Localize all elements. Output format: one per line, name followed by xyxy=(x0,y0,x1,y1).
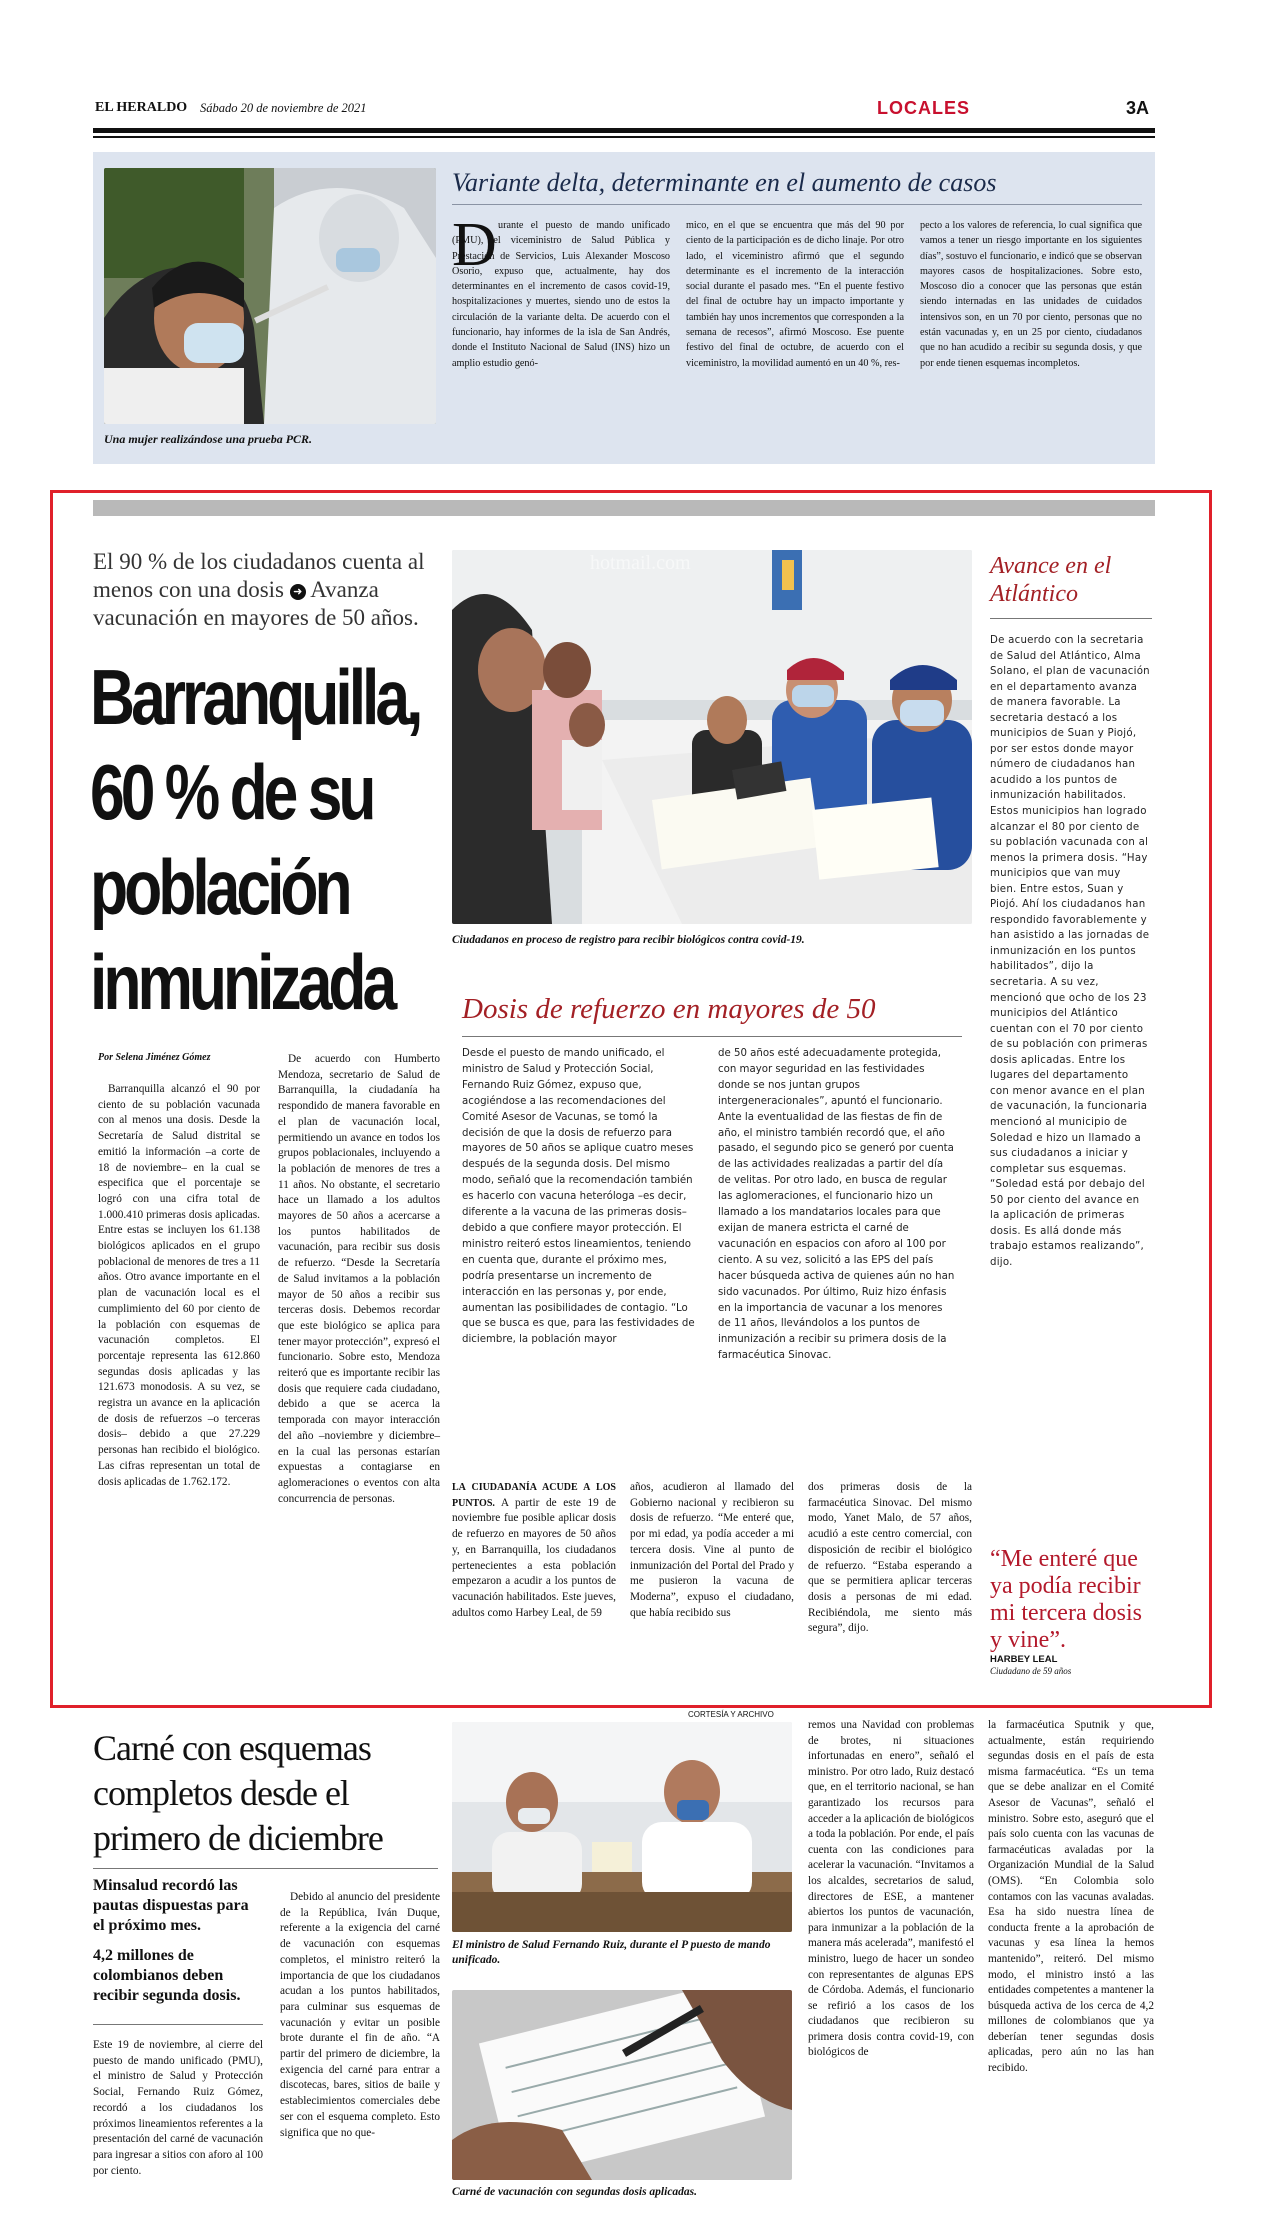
bottom-rule-1 xyxy=(93,1868,438,1869)
main-col2: De acuerdo con Humberto Mendoza, secretario de Salud de Barranquilla, la ciudadanía ha respondido de manera favorable en el plan de vacunación local, permitiendo un avance en todos los grupos poblacionales, incluyendo a la población de menores de tres a 11 años. No obstante, el secretario hace un llamado a los adultos mayores de 50 años a acercarse a los puntos habilitados de vacunación, para recibir sus dosis de refuerzo. “Desde la Secretaría de Salud invitamos a la población mayor de 50 años a recibir sus terceras dosis. Debemos recordar que este biológico se aplica para tener mayor protección”, expresó el funcionario. Sobre esto, Mendoza reiteró que es importante recibir las dosis que requiere cada ciudadano, debido a que se acerca la temporada con mayor interacción del año –noviembre y diciembre– en la cual las personas estarían expuestas a contagiarse en aglomeraciones o eventos con alta concurrencia de personas. xyxy=(278,1053,440,1505)
side-article-text: De acuerdo con la secretaria de Salud del Atlántico, Alma Solano, el plan de vacunación en el departamento avanza de manera favorable. La secretaria destacó a los municipios de Suan y Piojó, por ser estos donde mayor número de ciudadanos han acudido a los puntos de inmunización habilitados. Estos municipios han logrado alcanzar el 80 por ciento de su población vacunada con al menos la primera dosis. “Hay municipios que van muy bien. Entre estos, Suan y Piojó. Ahí los ciudadanos han respondido favorablemente y han asistido a las jornadas de inmunización en los puntos habilitados”, dijo la secretaria. A su vez, mencionó que ocho de los 23 municipios del Atlántico cuentan con el 70 por ciento de su población con primeras dosis aplicadas. Entre los lugares del departamento con menor avance en el plan de vacunación, la funcionaria mencionó al municipio de Soledad e hizo un llamado a sus ciudadanos a iniciar y completar sus esquemas. “Soledad está por debajo del 50 por ciento del avance en la aplicación de primeras dosis. Es allá donde más trabajo estamos realizando”, dijo. xyxy=(990,635,1150,1268)
photo-watermark: hotmail.com xyxy=(590,552,691,574)
registration-photo xyxy=(452,550,972,924)
byline: Por Selena Jiménez Gómez xyxy=(98,1052,211,1063)
page-number: 3A xyxy=(1126,98,1150,118)
quote-role: Ciudadano de 59 años xyxy=(990,1666,1072,1676)
pcr-test-photo xyxy=(104,168,436,424)
bottom-bullet-2: 4,2 millones de colombianos deben recibir segunda dosis. xyxy=(93,1947,241,2004)
vaccination-card-photo xyxy=(452,1990,792,2180)
main-col4: de 50 años esté adecuadamente protegida, con mayor seguridad en las festividades donde se nos juntan grupos intergeneracionales”, apuntó el funcionario. Ante la eventualidad de las fiestas de fin de año, el ministro también recordó que, el año pasado, el segundo pico se generó por cuenta de las actividades realizadas a partir del día de velitas. Por otro lado, en busca de regular las aglomeraciones, el funcionario hizo un llamado a los mandatarios locales para que exijan de manera estricta el carné de vacunación en espacios con aforo al 100 por ciento. A su vez, solicitó a las EPS del país hacer búsqueda activa de quienes aún no han sido vacunados. Por último, Ruiz hizo énfasis en la importancia de vacunar a los menores de 11 años, llevándolos a los puntos de inmunización a recibir su primera dosis de la farmacéutica Sinovac. xyxy=(718,1048,955,1362)
subheading: Dosis de refuerzo en mayores de 50 xyxy=(462,993,876,1025)
bottom-col2: Debido al anuncio del presidente de la República, Iván Duque, referente a la exigencia del carné de vacunación con esquemas completos, el ministro reiteró la importancia de que los ciudadanos acudan a los puntos habilitados, para culminar sus esquemas de vacunación y evitar un posible brote durante el fin de año. “A partir del primero de diciembre, la exigencia del carné para entrar a discotecas, bares, sitios de baile y establecimientos comerciales debe ser con el esquema completo. Esto significa que no que- xyxy=(280,1891,440,2139)
vaccination-card-caption: Carné de vacunación con segundas dosis aplicadas. xyxy=(452,2186,698,2198)
header-rule-thin xyxy=(93,136,1155,138)
photo-credit: CORTESÍA Y ARCHIVO xyxy=(688,1710,774,1719)
issue-date: Sábado 20 de noviembre de 2021 xyxy=(200,101,367,115)
top-story-col3: pecto a los valores de referencia, lo cual significa que vamos a tener un riesgo importante en los siguientes días”, sostuvo el funcionario, e indicó que se observan mayores casos de hospitalizaciones. Sobre esto, Moscoso dio a conocer que las personas que están siendo internadas en las unidades de cuidados intensivos son, en un 70 por ciento, personas que no están vacunadas y, en un 25 por ciento, ciudadanos que no han acudido a recibir su segunda dosis, y que por ende tienen esquemas incompletos. xyxy=(920,220,1142,369)
pcr-photo-caption: Una mujer realizándose una prueba PCR. xyxy=(104,432,313,446)
section-name: LOCALES xyxy=(877,98,971,118)
main-story-bar xyxy=(93,500,1155,516)
main-col7: dos primeras dosis de la farmacéutica Sinovac. Del mismo modo, Yanet Malo, de 57 años, acudió a este centro comercial, con disposición de recibir el biológico de refuerzo. “Estaba esperando a que se permitiera aplicar terceras dosis a personas de mi edad. Recibiéndola, me siento más segura”, dijo. xyxy=(808,1481,972,1635)
registration-photo-caption: Ciudadanos en proceso de registro para recibir biológicos contra covid-19. xyxy=(452,934,805,946)
side-title-rule xyxy=(990,618,1152,619)
main-headline: Barranquilla, 60 % de su población inmunizada xyxy=(90,653,420,1026)
main-col5: LA CIUDADANÍA ACUDE A LOS PUNTOS. A partir de este 19 de noviembre fue posible aplicar dosis de refuerzo en mayores de 50 años y, en Barranquilla, los ciudadanos pertenecientes a esta población empezaron a acudir a los puntos de vacunación habilitados. Este jueves, adultos como Harbey Leal, de 59 xyxy=(452,1482,616,1619)
top-title-rule xyxy=(452,204,1142,205)
lead-in: LA CIUDADANÍA ACUDE A LOS PUNTOS. xyxy=(452,1482,616,1509)
bottom-rule-2 xyxy=(93,2024,263,2025)
minister-photo-caption: El ministro de Salud Fernando Ruiz, durante el P puesto de mando unificado. xyxy=(452,1939,771,1966)
main-col1: Barranquilla alcanzó el 90 por ciento de su población vacunada con al menos una dosis. Desde la Secretaría de Salud distrital se emitió la información –a corte de 18 de noviembre– en la cual se especifica que el porcentaje se logró con una cifra total de 1.000.410 primeras dosis aplicadas. Entre estas se incluyen los 61.138 biológicos aplicados en el grupo poblacional de menores de tres a 11 años. Otro avance importante en el plan de vacunación local es el cumplimiento del 60 por ciento de la población con esquemas de vacunación completos. El porcentaje representa las 612.860 segundas dosis aplicadas y las 121.673 monodosis. A su vez, se registra un avance en la aplicación de dosis de refuerzos –o terceras dosis– debido a que 27.229 personas han recibido el biológico. Las cifras representan un total de dosis aplicadas de 1.762.172. xyxy=(98,1083,260,1488)
bottom-col1: Este 19 de noviembre, al cierre del puesto de mando unificado (PMU), el ministro de Salud y Protección Social, Fernando Ruiz Gómez, recordó a los ciudadanos los próximos lineamientos referentes a la presentación del carné de vacunación para ingresar a sitios con aforo al 100 por ciento. xyxy=(93,2039,263,2177)
arrow-circle-icon: ➜ xyxy=(290,584,306,600)
quote-name: HARBEY LEAL xyxy=(990,1654,1058,1665)
drop-cap: D xyxy=(452,211,497,279)
pull-quote: “Me enteré que ya podía recibir mi tercera dosis y vine”. xyxy=(990,1546,1142,1653)
bottom-headline: Carné con esquemas completos desde el primero de diciembre xyxy=(93,1728,383,1858)
minister-photo xyxy=(452,1722,792,1932)
main-col6: años, acudieron al llamado del Gobierno nacional y recibieron su dosis de refuerzo. “Me enteré que, por mi edad, ya podía acceder a mi tercera dosis. Vine al punto de inmunización del Portal del Prado y me pusieron la vacuna de Moderna”, expuso el ciudadano, que había recibido sus xyxy=(630,1481,794,1619)
top-story-col2: mico, en el que se encuentra que más del 90 por ciento de la participación es de dicho linaje. Por otro lado, el viceministro afirmó que el segundo determinante es el incremento de la interacción social durante el pasado mes. “En el puente festivo del final de octubre hay un impacto importante y también hay unos incrementos que corresponden a la semana de recesos”, afirmó Moscoso. Ese puente festivo del final de octubre, de acuerdo con el viceministro, la movilidad aumentó en un 40 %, res- xyxy=(686,220,904,369)
top-story-col1: urante el puesto de mando unificado (PMU), el viceministro de Salud Pública y Prestación de Servicios, Luis Alexander Moscoso Osorio, expuso que, actualmente, hay dos determinantes en el incremento de casos covid-19, hospitalizaciones y muertes, siendo uno de estos la circulación de la variante delta. De acuerdo con el funcionario, hay informes de la isla de San Andrés, donde el Instituto Nacional de Salud (INS) hizo un amplio estudio genó- xyxy=(452,220,670,369)
main-kicker: El 90 % de los ciudadanos cuenta al menos con una dosis ➜ Avanza vacunación en mayores de 50 años. xyxy=(93,549,425,630)
main-col3: Desde el puesto de mando unificado, el ministro de Salud y Protección Social, Fernando Ruiz Gómez, expuso que, acogiéndose a las recomendaciones del Comité Asesor de Vacunas, se tomó la decisión de que la dosis de refuerzo para mayores de 50 años se aplique cuatro meses después de la segunda dosis. Del mismo modo, señaló que la recomendación también es hacerlo con vacuna heteróloga –es decir, diferente a la vacuna de las primeras dosis– debido a que confiere mayor protección. El ministro reiteró estos lineamientos, teniendo en cuenta que, durante el próximo mes, podría presentarse un incremento de interacción en las personas y, por ende, aumentan las posibilidades de contagio. “Lo que se busca es que, para las festividades de diciembre, la población mayor xyxy=(462,1048,695,1346)
side-title: Avance en el Atlántico xyxy=(990,553,1112,607)
bottom-col3: remos una Navidad con problemas de brotes, ni situaciones infortunadas en enero”, señaló el ministro. Por otro lado, Ruiz destacó que, en el territorio nacional, se han garantizado los recursos para acceder a la aplicación de biológicos a toda la población. Por ende, el país cuenta con las condiciones para acelerar la vacunación. “Invitamos a los alcaldes, secretarios de salud, directores de ESE, a mantener abiertos los puntos de vacunación, para inmunizar a la población de la manera más acelerada”, manifestó el ministro, luego de hacer un sondeo con representantes de algunas EPS de Córdoba. Además, el funcionario se refirió a los casos de los ciudadanos que recibieron su primera dosis contra covid-19, con biológicos de xyxy=(808,1719,974,2059)
subheading-rule xyxy=(462,1036,962,1037)
top-story-title: Variante delta, determinante en el aumento de casos xyxy=(452,168,997,197)
bottom-col4: la farmacéutica Sputnik y que, actualmente, están requiriendo segundas dosis en el país de esta misma farmacéutica. “Es un tema que se debe analizar en el Comité Asesor de Vacunas”, señaló el ministro. Sobre esto, aseguró que el país solo cuenta con las vacunas de farmacéuticas avaladas por la Organización Mundial de la Salud (OMS). “En Colombia solo contamos con las vacunas avaladas. Esa ha sido nuestra línea de conducta frente a la aprobación de vacunas y esa línea la hemos mantenido”, reiteró. Del mismo modo, el ministro instó a las entidades competentes a mantener la búsqueda activa de los cerca de 4,2 millones de colombianos que ya deberían tener segundas dosis aplicadas, pero aún no las han recibido. xyxy=(988,1719,1154,2075)
header-rule xyxy=(93,128,1155,133)
bottom-bullet-1: Minsalud recordó las pautas dispuestas para el próximo mes. xyxy=(93,1877,249,1934)
newspaper-name: EL HERALDO xyxy=(95,100,188,115)
